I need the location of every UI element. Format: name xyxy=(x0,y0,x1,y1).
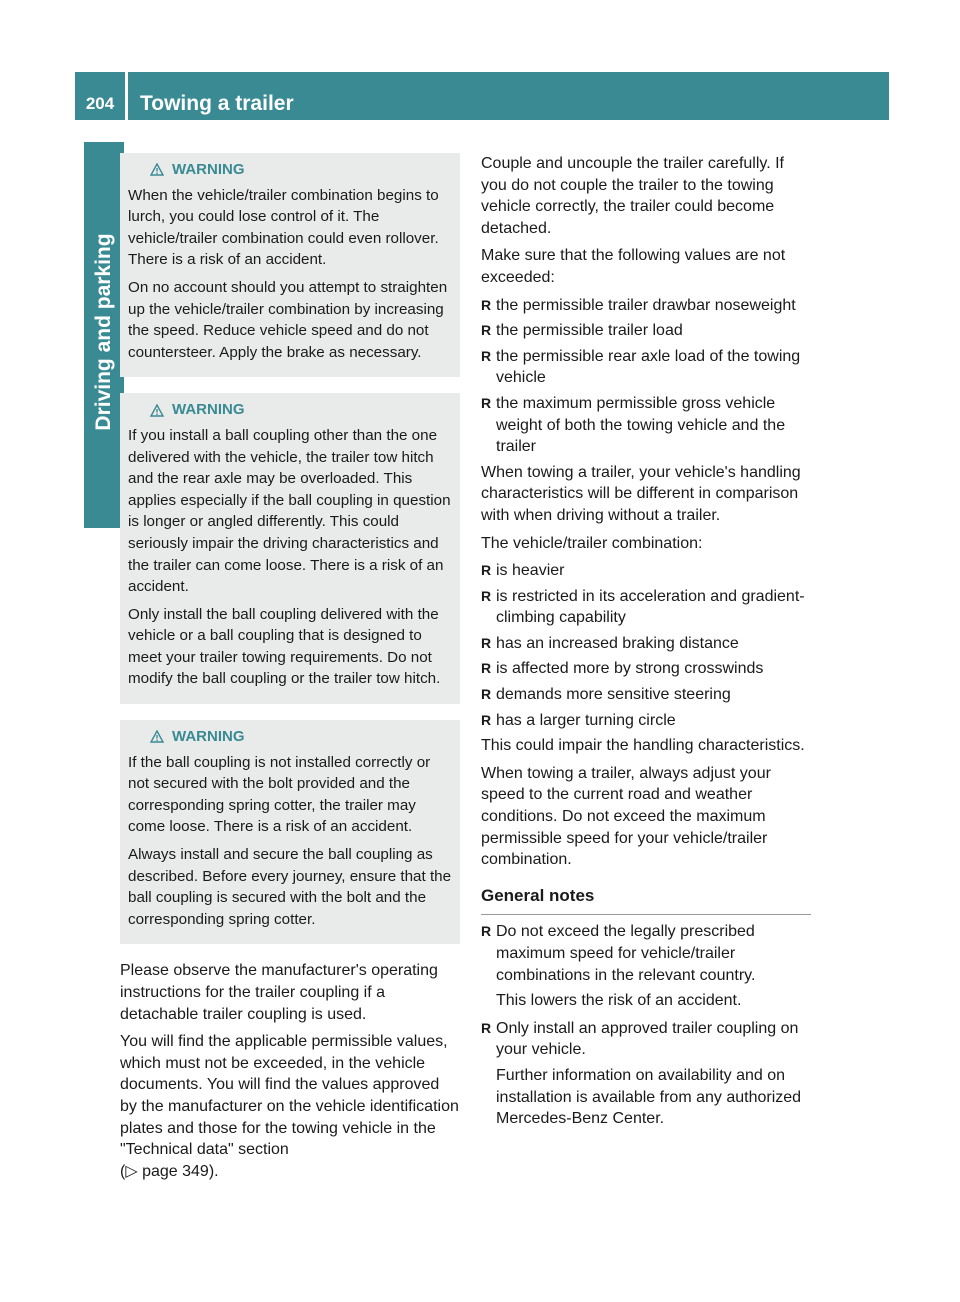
warning-label: WARNING xyxy=(172,401,245,419)
chapter-tab-label-wrap xyxy=(84,136,124,528)
bullet-marker: R xyxy=(481,660,492,677)
page-header xyxy=(75,72,889,120)
warning-heading xyxy=(150,159,452,181)
body-paragraph: This could impair the handling characteristics. xyxy=(481,737,805,755)
list-item: R has a larger turning circle xyxy=(481,710,813,732)
bullet-marker: R xyxy=(481,923,492,940)
bullet-marker: R xyxy=(481,686,492,703)
warning-box xyxy=(120,720,460,944)
body-paragraph: Please observe the manufacturer's operating instructions for the trailer coupling if a detachable trailer coupling is used. xyxy=(120,962,438,1023)
warning-text: When the vehicle/trailer combination begins to lurch, you could lose control of it. The vehicle/trailer combination could even rollover. There is a risk of an accident. xyxy=(128,186,439,269)
page-title: Towing a trailer xyxy=(128,72,889,120)
warning-text: If the ball coupling is not installed correctly or not secured with the bolt provided and the corresponding spring cotter, the trailer may come loose. There is a risk of an accident. xyxy=(128,753,431,836)
list-item-detail: Further information on availability and on installation is available from any authorized Mercedes-Benz Center. xyxy=(496,1066,802,1128)
warning-triangle-icon xyxy=(150,404,164,417)
list-item: R the permissible rear axle load of the towing vehicle xyxy=(481,346,813,389)
list-item: R is restricted in its acceleration and gradient-climbing capability xyxy=(481,586,813,629)
bullet-marker: R xyxy=(481,711,492,728)
notes-list xyxy=(481,921,813,1129)
warning-text: Always install and secure the ball coupling as described. Before every journey, ensure that the ball coupling is secured with the bolt and the corresponding spring cotter. xyxy=(128,846,452,928)
body-paragraph: When towing a trailer, your vehicle's handling characteristics will be different in comparison with when driving without a trailer. xyxy=(481,463,801,524)
bullet-marker: R xyxy=(481,587,492,604)
bullet-marker: R xyxy=(481,634,492,651)
page-reference[interactable]: (▷ page 349). xyxy=(120,1162,219,1180)
list-item: R the permissible trailer drawbar noseweight xyxy=(481,295,813,317)
section-heading: General notes xyxy=(481,885,811,916)
body-paragraph: Couple and uncouple the trailer carefully. If you do not couple the trailer to the towing vehicle correctly, the trailer could become detached. xyxy=(481,155,784,237)
warning-label: WARNING xyxy=(172,728,245,746)
warning-triangle-icon xyxy=(150,730,164,743)
page-number: 204 xyxy=(75,72,125,120)
bullet-list xyxy=(481,560,813,731)
bullet-marker: R xyxy=(481,296,492,313)
bullet-marker: R xyxy=(481,322,492,339)
warning-text: On no account should you attempt to straighten up the vehicle/trailer combination by increasing the speed. Reduce vehicle speed and do not countersteer. Apply the brake as necessary. xyxy=(128,278,448,361)
list-item: R the permissible trailer load xyxy=(481,320,813,342)
warning-text: Only install the ball coupling delivered with the vehicle or a ball coupling that is designed to meet your trailer towing requirements. Do not modify the ball coupling or the trailer tow hitch. xyxy=(128,605,441,688)
list-item: R the maximum permissible gross vehicle weight of both the towing vehicle and the trailer xyxy=(481,393,813,458)
warning-triangle-icon xyxy=(150,163,164,176)
list-item: R Do not exceed the legally prescribed maximum speed for vehicle/trailer combinations in the relevant country. xyxy=(481,921,813,986)
warning-box xyxy=(120,153,460,377)
list-item: R demands more sensitive steering xyxy=(481,684,813,706)
bullet-marker: R xyxy=(481,1019,492,1036)
chapter-tab-label: Driving and parking xyxy=(92,233,115,431)
body-paragraph: Make sure that the following values are not exceeded: xyxy=(481,247,786,286)
list-item: R Only install an approved trailer coupling on your vehicle. xyxy=(481,1018,813,1061)
list-item: R has an increased braking distance xyxy=(481,633,813,655)
warning-label: WARNING xyxy=(172,161,245,178)
list-item: R is heavier xyxy=(481,560,813,582)
body-paragraph: When towing a trailer, always adjust your speed to the current road and weather conditions. Do not exceed the maximum permissible speed for your vehicle/trailer combination. xyxy=(481,764,771,869)
warning-heading xyxy=(150,726,452,748)
bullet-list xyxy=(481,295,813,458)
list-item: R is affected more by strong crosswinds xyxy=(481,658,813,680)
bullet-marker: R xyxy=(481,347,492,364)
bullet-marker: R xyxy=(481,562,492,579)
bullet-marker: R xyxy=(481,394,492,411)
body-paragraph: You will find the applicable permissible values, which must not be exceeded, in the vehicle documents. You will find the values approved by the manufacturer on the vehicle identification plates and those for the towing vehicle in the "Technical data" section xyxy=(120,1033,459,1159)
body-paragraph: The vehicle/trailer combination: xyxy=(481,534,703,552)
right-column xyxy=(481,153,813,1136)
warning-heading xyxy=(150,399,452,421)
list-item-detail: This lowers the risk of an accident. xyxy=(496,992,742,1010)
left-column xyxy=(120,153,460,1188)
warning-box xyxy=(120,393,460,704)
warning-text: If you install a ball coupling other than the one delivered with the vehicle, the trailer tow hitch and the rear axle may be overloaded. This applies especially if the ball coupling in question is longer or angled differently. This could seriously impair the driving characteristics and the trailer can come loose. There is a risk of an accident. xyxy=(128,426,451,596)
